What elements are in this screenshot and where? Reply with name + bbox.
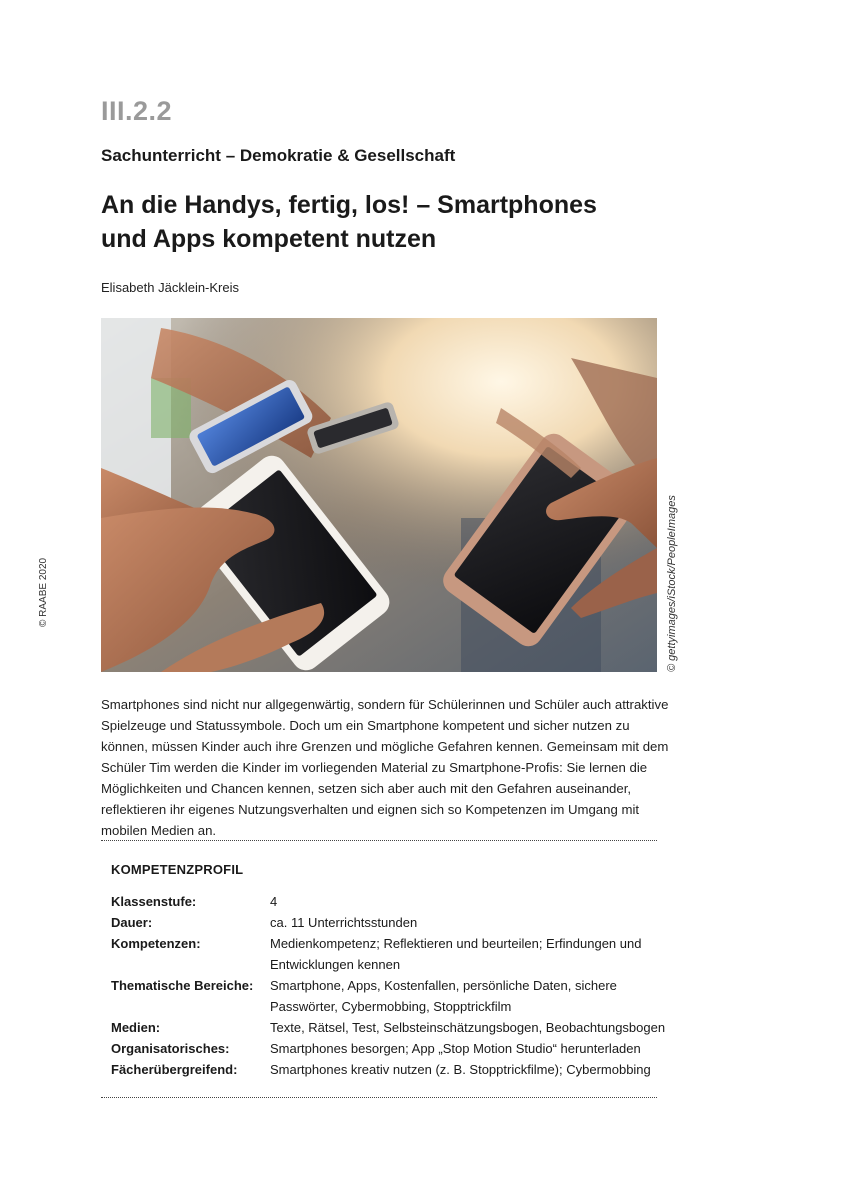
intro-paragraph: Smartphones sind nicht nur allgegenwärtig, sondern für Schülerinnen und Schüler auch attraktive Spielzeuge und Statussymbole. Doch um ein Smartphone kompetent und sicher nutzen zu können, müssen Kinder auch ihre Grenzen und mögliche Gefahren kennen. Gemeinsam mit dem Schüler Tim werden die Kinder im vorliegenden Material zu Smartphone-Profis: Sie lernen die Möglichkeiten und Chancen kennen, setzen sich aber auch mit den Gefahren auseinander, reflektieren ihr eigenes Nutzungsverhalten und eignen sich so Kompetenzen im Umgang mit mobilen Medien an. [101,697,669,838]
profile-label: Medien: [111,1020,161,1035]
profile-label: Thematische Bereiche: [111,978,254,993]
profile-value: Medienkompetenz; Reflektieren und beurteilen; Erfindungen und Entwicklungen kennen [270,936,642,972]
dotted-divider-bottom [101,1097,657,1098]
dotted-divider-top [101,840,657,841]
copyright-note: © RAABE 2020 [38,557,49,627]
page-title [101,188,661,256]
profile-value: 4 [270,894,278,909]
profile-value: ca. 11 Unterrichtsstunden [270,915,418,930]
subject-line: Sachunterricht – Demokratie & Gesellschaft [101,146,456,165]
profile-row [111,1017,671,1038]
profile-label: Klassenstufe: [111,894,197,909]
photo-credit: © gettyimages/iStock/PeopleImages [666,495,678,672]
smartphones-photo-illustration [101,318,657,672]
cover-photo [101,318,657,672]
profile-row [111,891,671,912]
profile-value: Texte, Rätsel, Test, Selbsteinschätzungsbogen, Beobachtungsbogen [270,1020,666,1035]
profile-heading: KOMPETENZPROFIL [111,862,244,877]
competence-profile [111,862,671,1080]
profile-label: Organisatorisches: [111,1041,230,1056]
title-line-1: An die Handys, fertig, los! – Smartphones [101,191,597,219]
profile-row [111,933,671,975]
profile-label: Fächerübergreifend: [111,1062,238,1077]
profile-value: Smartphones besorgen; App „Stop Motion Studio“ herunterladen [270,1041,641,1056]
profile-row [111,975,671,1017]
profile-row [111,1059,671,1080]
profile-row [111,912,671,933]
profile-row [111,1038,671,1059]
profile-value: Smartphones kreativ nutzen (z. B. Stopptrickfilme); Cybermobbing [270,1062,651,1077]
author-name: Elisabeth Jäcklein-Kreis [101,280,240,295]
title-line-2: und Apps kompetent nutzen [101,225,437,253]
profile-label: Kompetenzen: [111,936,201,951]
profile-value: Smartphone, Apps, Kostenfallen, persönliche Daten, sichere Passwörter, Cybermobbing, Stopptrickfilm [270,978,617,1014]
section-number: III.2.2 [101,96,173,126]
profile-label: Dauer: [111,915,153,930]
